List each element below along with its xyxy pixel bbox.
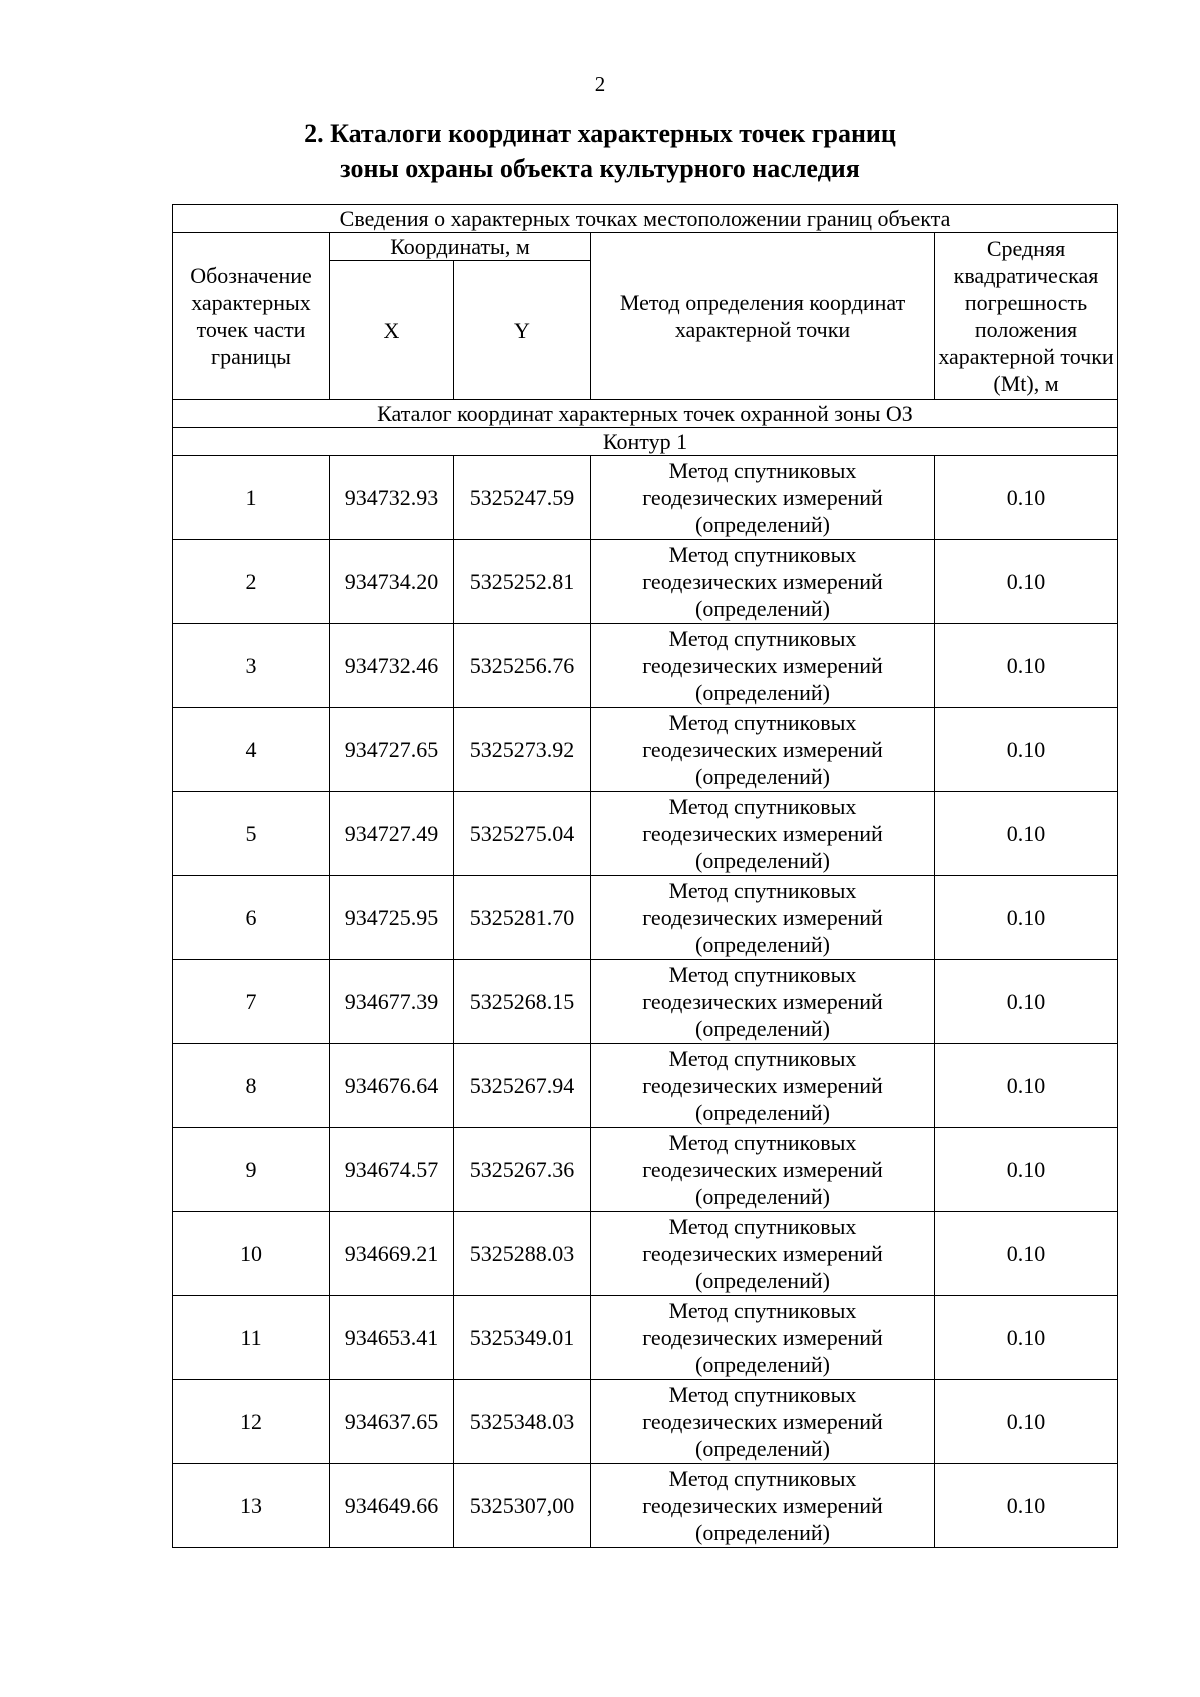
table-row [173,456,1118,540]
method-line: Метод спутниковых [668,1298,857,1323]
coordinate-x: 934674.57 [330,1128,454,1212]
method-line: (определений) [695,848,830,873]
method-line: геодезических измерений [642,1241,883,1266]
coordinate-x: 934725.95 [330,876,454,960]
method-cell [591,1380,935,1464]
method-line: (определений) [695,680,830,705]
method-line: геодезических измерений [642,1493,883,1518]
point-number: 6 [173,876,330,960]
table-caption: Сведения о характерных точках местоположении границ объекта [173,205,1118,233]
method-line: (определений) [695,1100,830,1125]
coordinate-y: 5325267.36 [454,1128,591,1212]
point-number: 4 [173,708,330,792]
error-mt: 0.10 [935,456,1118,540]
error-mt: 0.10 [935,1296,1118,1380]
header-y: Y [454,261,591,400]
point-number: 13 [173,1464,330,1548]
method-line: Метод спутниковых [668,710,857,735]
coordinate-x: 934732.93 [330,456,454,540]
method-line: Метод спутниковых [668,878,857,903]
table-row [173,1464,1118,1548]
header-coordinates: Координаты, м [330,233,591,261]
coordinate-x: 934637.65 [330,1380,454,1464]
table-row [173,792,1118,876]
table-row [173,1212,1118,1296]
coordinate-y: 5325273.92 [454,708,591,792]
coordinate-y: 5325349.01 [454,1296,591,1380]
error-mt: 0.10 [935,1464,1118,1548]
method-cell [591,876,935,960]
error-mt: 0.10 [935,708,1118,792]
method-line: геодезических измерений [642,1409,883,1434]
method-line: геодезических измерений [642,653,883,678]
section-title: Каталог координат характерных точек охранной зоны ОЗ [173,400,1118,428]
point-number: 12 [173,1380,330,1464]
coordinate-y: 5325268.15 [454,960,591,1044]
method-line: Метод спутниковых [668,962,857,987]
table-row [173,960,1118,1044]
error-mt: 0.10 [935,876,1118,960]
method-line: (определений) [695,1520,830,1545]
table-row [173,540,1118,624]
method-cell [591,708,935,792]
method-line: (определений) [695,512,830,537]
contour-title-row [173,428,1118,456]
coordinate-y: 5325252.81 [454,540,591,624]
method-line: геодезических измерений [642,1157,883,1182]
method-line: Метод спутниковых [668,626,857,651]
table-row [173,708,1118,792]
coordinate-x: 934649.66 [330,1464,454,1548]
coordinate-y: 5325275.04 [454,792,591,876]
method-cell [591,960,935,1044]
header-row-1 [173,233,1118,261]
method-cell [591,1464,935,1548]
contour-title: Контур 1 [173,428,1118,456]
coordinates-catalog-table [172,204,1118,1548]
point-number: 3 [173,624,330,708]
page-number: 2 [594,72,606,96]
method-line: геодезических измерений [642,1325,883,1350]
method-cell [591,1128,935,1212]
method-cell [591,456,935,540]
error-mt: 0.10 [935,960,1118,1044]
table-row [173,624,1118,708]
coordinate-y: 5325307,00 [454,1464,591,1548]
coordinate-y: 5325281.70 [454,876,591,960]
point-number: 11 [173,1296,330,1380]
table-row [173,1044,1118,1128]
table-caption-row [173,205,1118,233]
method-line: Метод спутниковых [668,794,857,819]
method-line: геодезических измерений [642,905,883,930]
error-mt: 0.10 [935,1380,1118,1464]
method-line: (определений) [695,1436,830,1461]
header-error: Средняя квадратическая погрешность положения характерной точки (Mt), м [935,233,1118,400]
error-mt: 0.10 [935,540,1118,624]
point-number: 5 [173,792,330,876]
table-row [173,1380,1118,1464]
method-line: геодезических измерений [642,1073,883,1098]
coordinate-x: 934732.46 [330,624,454,708]
coordinate-x: 934653.41 [330,1296,454,1380]
coordinate-x: 934676.64 [330,1044,454,1128]
coordinate-y: 5325247.59 [454,456,591,540]
point-number: 7 [173,960,330,1044]
heading-line-1: 2. Каталоги координат характерных точек границ [304,119,896,148]
table-row [173,1128,1118,1212]
point-number: 2 [173,540,330,624]
method-cell [591,540,935,624]
method-cell [591,624,935,708]
method-cell [591,1296,935,1380]
method-line: Метод спутниковых [668,1466,857,1491]
error-mt: 0.10 [935,1212,1118,1296]
method-line: (определений) [695,932,830,957]
method-line: (определений) [695,1184,830,1209]
method-line: (определений) [695,596,830,621]
point-number: 1 [173,456,330,540]
point-number: 8 [173,1044,330,1128]
method-line: Метод спутниковых [668,1214,857,1239]
header-x: X [330,261,454,400]
header-method: Метод определения координат характерной точки [591,233,935,400]
method-line: геодезических измерений [642,569,883,594]
header-designation: Обозначение характерных точек части границы [173,233,330,400]
coordinate-x: 934677.39 [330,960,454,1044]
method-line: (определений) [695,1016,830,1041]
error-mt: 0.10 [935,792,1118,876]
method-line: Метод спутниковых [668,458,857,483]
document-heading [0,116,1200,186]
coordinate-x: 934727.65 [330,708,454,792]
section-title-row [173,400,1118,428]
coordinate-y: 5325288.03 [454,1212,591,1296]
point-number: 9 [173,1128,330,1212]
point-number: 10 [173,1212,330,1296]
coordinate-x: 934727.49 [330,792,454,876]
coordinate-y: 5325256.76 [454,624,591,708]
method-line: Метод спутниковых [668,1382,857,1407]
method-cell [591,1212,935,1296]
method-line: геодезических измерений [642,737,883,762]
method-line: геодезических измерений [642,485,883,510]
method-cell [591,1044,935,1128]
coordinate-x: 934734.20 [330,540,454,624]
coordinate-x: 934669.21 [330,1212,454,1296]
coordinate-y: 5325348.03 [454,1380,591,1464]
method-line: Метод спутниковых [668,542,857,567]
coordinate-y: 5325267.94 [454,1044,591,1128]
table-row [173,1296,1118,1380]
method-cell [591,792,935,876]
method-line: Метод спутниковых [668,1130,857,1155]
heading-line-2: зоны охраны объекта культурного наследия [340,154,860,183]
method-line: (определений) [695,1268,830,1293]
error-mt: 0.10 [935,1128,1118,1212]
table-row [173,876,1118,960]
error-mt: 0.10 [935,1044,1118,1128]
method-line: геодезических измерений [642,989,883,1014]
method-line: (определений) [695,764,830,789]
method-line: Метод спутниковых [668,1046,857,1071]
error-mt: 0.10 [935,624,1118,708]
method-line: геодезических измерений [642,821,883,846]
method-line: (определений) [695,1352,830,1377]
